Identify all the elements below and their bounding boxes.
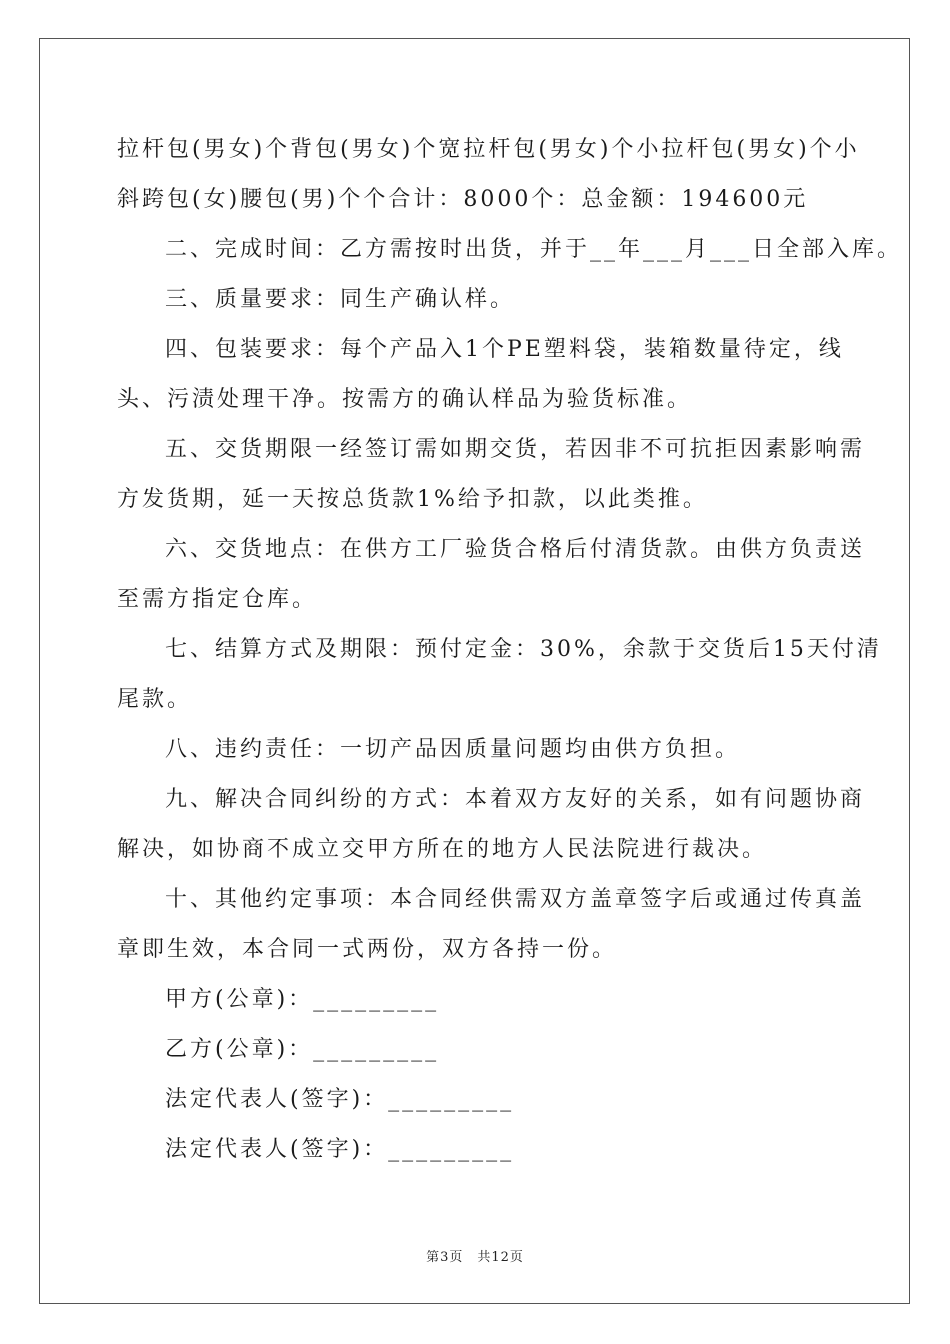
text-line: 三、质量要求：同生产确认样。 [165,287,516,312]
text-line: 解决，如协商不成立交甲方所在的地方人民法院进行裁决。 [117,837,768,862]
text-line: 头、污渍处理干净。按需方的确认样品为验货标准。 [117,387,693,412]
text-line: 拉杆包(男女)个背包(男女)个宽拉杆包(男女)个小拉杆包(男女)个小 [117,137,860,162]
text-line: 十、其他约定事项：本合同经供需双方盖章签字后或通过传真盖 [165,887,866,912]
text-line: 尾款。 [117,687,193,712]
page-total: 共12页 [477,1250,524,1265]
text-line: 至需方指定仓库。 [117,587,318,612]
text-line: 五、交货期限一经签订需如期交货，若因非不可抗拒因素影响需 [165,437,866,462]
text-line: 方发货期，延一天按总货款1%给予扣款，以此类推。 [117,487,708,512]
signature-line-party-b: 乙方(公章)：_________ [165,1037,440,1062]
page-footer [0,1246,950,1265]
document-body [117,125,903,1175]
text-line: 八、违约责任：一切产品因质量问题均由供方负担。 [165,737,741,762]
text-line: 二、完成时间：乙方需按时出货，并于__年___月___日全部入库。 [165,237,903,262]
signature-line-party-a: 甲方(公章)：_________ [165,987,440,1012]
text-line: 四、包装要求：每个产品入1个PE塑料袋，装箱数量待定，线 [165,337,844,362]
signature-line-representative: 法定代表人(签字)：_________ [165,1137,515,1162]
text-line: 斜跨包(女)腰包(男)个个合计：8000个：总金额：194600元 [117,187,809,212]
text-line: 七、结算方式及期限：预付定金：30%，余款于交货后15天付清 [165,637,882,662]
page-number: 第3页 [426,1250,464,1265]
text-line: 六、交货地点：在供方工厂验货合格后付清货款。由供方负责送 [165,537,866,562]
signature-line-representative: 法定代表人(签字)：_________ [165,1087,515,1112]
text-line: 章即生效，本合同一式两份，双方各持一份。 [117,937,618,962]
text-line: 九、解决合同纠纷的方式：本着双方友好的关系，如有问题协商 [165,787,866,812]
